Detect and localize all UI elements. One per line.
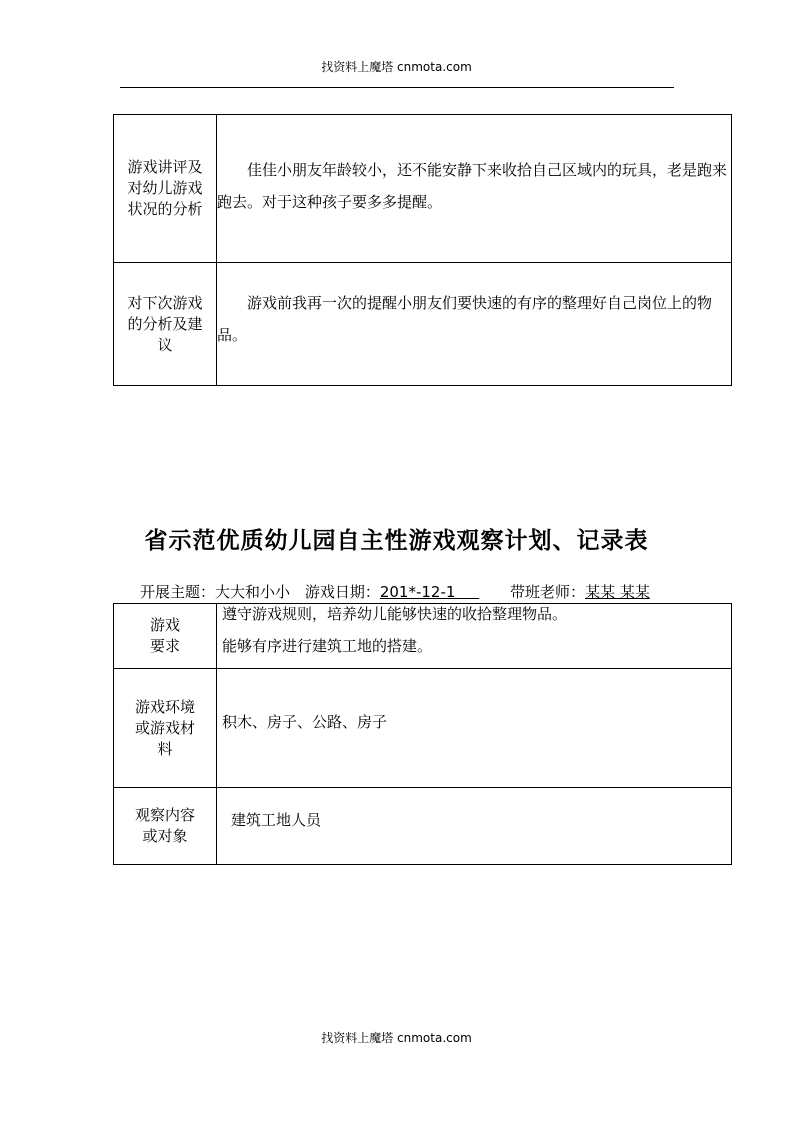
row-content xyxy=(217,604,732,669)
row-content xyxy=(217,263,732,386)
form-title: 省示范优质幼儿园自主性游戏观察计划、记录表 xyxy=(144,527,649,554)
row-label xyxy=(114,604,217,669)
header-rule xyxy=(120,87,674,88)
row-label-text: 观察内容或对象 xyxy=(134,806,195,845)
row-content-text: 游戏前我再一次的提醒小朋友们要快速的有序的整理好自己岗位上的物品。 xyxy=(217,294,713,344)
table-row xyxy=(114,263,732,386)
table-row xyxy=(114,788,732,865)
row-content-line: 遵守游戏规则，培养幼儿能够快速的收拾整理物品。 xyxy=(222,605,568,623)
theme-value: 大大和小小 xyxy=(215,583,291,601)
table-row xyxy=(114,115,732,263)
row-content xyxy=(217,788,732,865)
theme-label: 开展主题： xyxy=(140,583,216,601)
row-label-text: 对下次游戏的分析及建议 xyxy=(127,293,203,354)
row-content xyxy=(217,115,732,263)
plan-table xyxy=(113,603,732,865)
row-label-text: 游戏讲评及对幼儿游戏状况的分析 xyxy=(127,158,203,218)
date-label: 游戏日期： xyxy=(304,583,380,601)
row-label xyxy=(114,115,217,263)
analysis-table xyxy=(113,114,732,386)
row-content-line: 能够有序进行建筑工地的搭建。 xyxy=(222,637,433,655)
row-label xyxy=(114,263,217,386)
date-value: 201*-12-1 xyxy=(379,583,456,601)
table-row xyxy=(114,669,732,788)
row-content-text: 建筑工地人员 xyxy=(231,811,322,829)
row-label xyxy=(114,669,217,788)
teacher-value: 某某 某某 xyxy=(585,583,650,601)
row-label-text: 游戏环境或游戏材料 xyxy=(134,697,195,758)
teacher-label: 带班老师： xyxy=(510,583,586,601)
page-footer: 找资料上魔塔 cnmota.com xyxy=(321,1031,472,1045)
page-header: 找资料上魔塔 cnmota.com xyxy=(321,60,472,74)
row-content xyxy=(217,669,732,788)
row-label xyxy=(114,788,217,865)
row-content-text: 佳佳小朋友年龄较小，还不能安静下来收拾自己区域内的玩具，老是跑来跑去。对于这种孩子要多多提醒。 xyxy=(217,160,728,211)
row-content-text: 积木、房子、公路、房子 xyxy=(222,713,388,731)
table-row xyxy=(114,604,732,669)
row-label-text: 游戏要求 xyxy=(149,616,180,655)
